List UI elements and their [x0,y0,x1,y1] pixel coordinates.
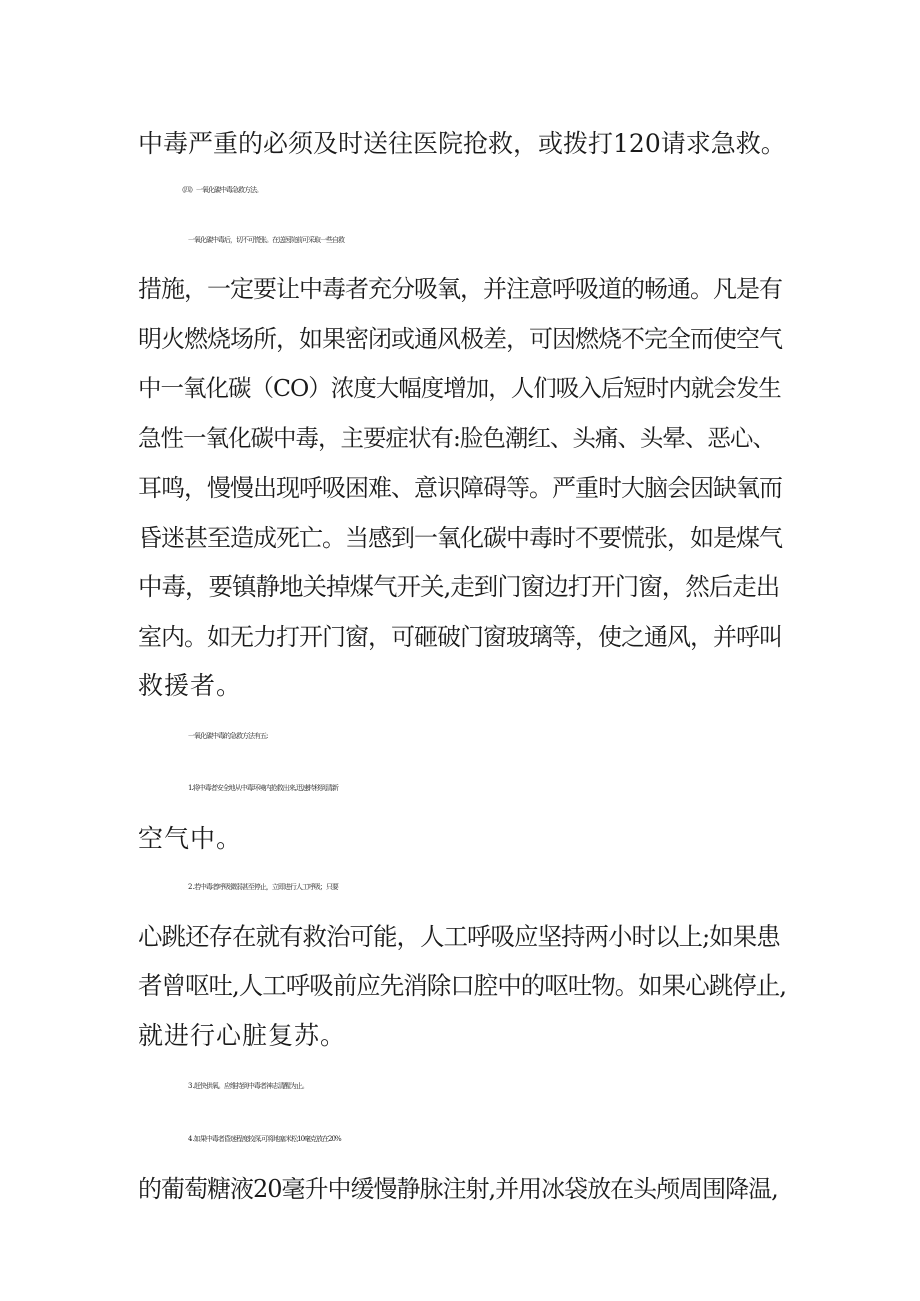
list-item-4: 4 .如果中毒者昏迷程度较深,可将地塞米松10毫克放在20% [188,1135,341,1143]
list-intro: 一氧化碳中毒的急救方法有五: [188,732,268,740]
list-item-3: 3 .赶快供氧。应维持到中毒者神志清醒为止。 [188,1082,308,1090]
text-line-12: 救援者。 [138,671,243,700]
text-line-10: 中毒，要镇静地关掉煤气开关,走到门窗边打开门窗，然后走出 [138,572,780,601]
list-item-2-cont-1: 心跳还存在就有救治可能，人工呼吸应坚持两小时以上;如果患 [138,922,780,951]
text-line-1: 中毒严重的必须及时送往医院抢救，或拨打120请求急救。 [138,129,786,158]
list-item-1-cont: 空气中。 [138,824,243,853]
text-line-9: 昏迷甚至造成死亡。当感到一氧化碳中毒时不要慌张，如是煤气 [138,524,782,552]
text-line-8: 耳鸣，慢慢出现呼吸困难、意识障碍等。严重时大脑会因缺氧而 [138,474,782,502]
text-line-4: 措施，一定要让中毒者充分吸氧，并注意呼吸道的畅通。凡是有 [138,275,782,303]
text-line-7: 急性一氧化碳中毒，主要症状有:脸色潮红、头痛、头晕、恶心、 [138,424,775,452]
list-item-4-cont: 的葡萄糖液20毫升中缓慢静脉注射,并用冰袋放在头颅周围降温, [138,1175,778,1203]
list-item-2: 2 .若中毒者呼吸微弱甚至停止，立即进行人工呼吸；只要 [188,883,338,891]
text-line-6: 中一氧化碳（CO）浓度大幅度增加，人们吸入后短时内就会发生 [138,374,781,402]
text-line-5: 明火燃烧场所，如果密闭或通风极差，可因燃烧不完全而使空气 [138,325,782,353]
text-line-11: 室内。如无力打开门窗，可砸破门窗玻璃等，使之通风，并呼叫 [138,623,782,651]
list-item-1: 1.将中毒者安全地从中毒环境内抢救出来,迅速转移到清新 [188,784,338,792]
list-item-2-cont-3: 就进行心脏复苏。 [138,1021,347,1050]
text-line-3: 一氧化碳中毒后，切不可慌张。在送医院前可采取一些自救 [188,236,344,244]
list-item-2-cont-2: 者曾呕吐,人工呼吸前应先消除口腔中的呕吐物。如果心跳停止, [138,971,787,1000]
section-heading: （四）一氧化碳中毒急救方法。 [178,186,262,194]
